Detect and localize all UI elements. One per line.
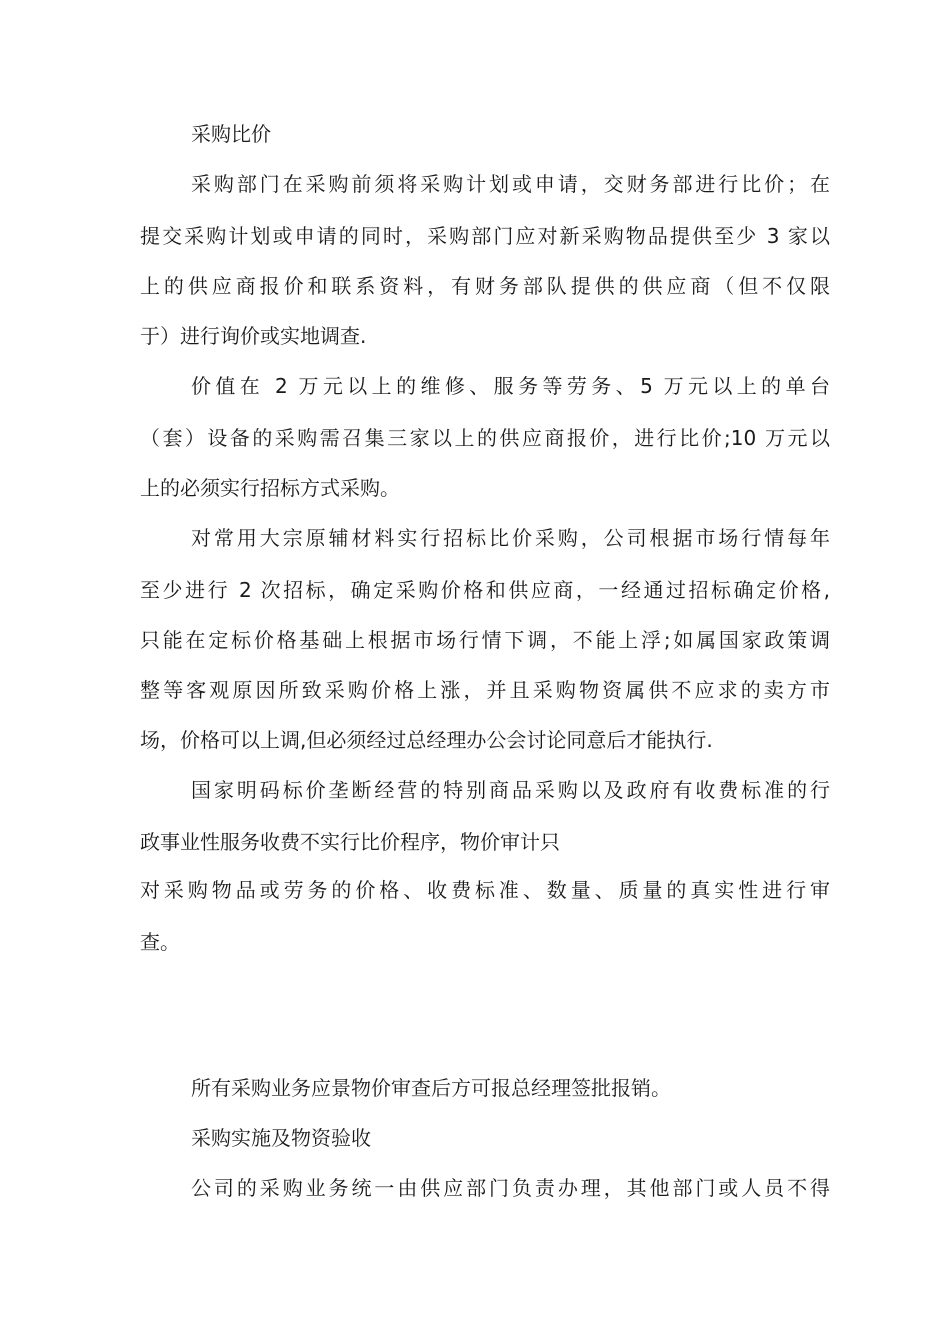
- paragraph-4-line-3: 对采购物品或劳务的价格、收费标准、数量、质量的真实性进行审: [140, 878, 830, 902]
- paragraph-4-line-1: 国家明码标价垄断经营的特别商品采购以及政府有收费标准的行: [191, 778, 830, 802]
- paragraph-2-line-1: 价值在 2 万元以上的维修、服务等劳务、5 万元以上的单台: [191, 374, 830, 398]
- paragraph-1-line-1: 采购部门在采购前须将采购计划或申请，交财务部进行比价；在: [191, 172, 830, 196]
- paragraph-2-line-3: 上的必须实行招标方式采购。: [140, 476, 400, 500]
- paragraph-3-line-2: 至少进行 2 次招标，确定采购价格和供应商，一经通过招标确定价格,: [140, 578, 830, 602]
- section-heading-implementation: 采购实施及物资验收: [191, 1126, 371, 1150]
- paragraph-1-line-3: 上的供应商报价和联系资料，有财务部队提供的供应商（但不仅限: [140, 274, 830, 298]
- paragraph-3-line-1: 对常用大宗原辅材料实行招标比价采购，公司根据市场行情每年: [191, 526, 830, 550]
- paragraph-6-line-1: 公司的采购业务统一由供应部门负责办理，其他部门或人员不得: [191, 1176, 830, 1200]
- paragraph-1-line-2: 提交采购计划或申请的同时，采购部门应对新采购物品提供至少 3 家以: [140, 224, 830, 248]
- paragraph-4-line-4: 查。: [140, 930, 180, 954]
- section-heading-price-compare: 采购比价: [191, 122, 271, 146]
- paragraph-3-line-5: 场，价格可以上调,但必须经过总经理办公会讨论同意后才能执行.: [140, 728, 713, 752]
- paragraph-1-line-4: 于）进行询价或实地调查.: [140, 324, 367, 348]
- paragraph-3-line-3: 只能在定标价格基础上根据市场行情下调，不能上浮;如属国家政策调: [140, 628, 830, 652]
- paragraph-3-line-4: 整等客观原因所致采购价格上涨，并且采购物资属供不应求的卖方市: [140, 678, 830, 702]
- paragraph-5: 所有采购业务应景物价审查后方可报总经理签批报销。: [191, 1076, 671, 1100]
- paragraph-2-line-2: （套）设备的采购需召集三家以上的供应商报价，进行比价;10 万元以: [140, 426, 830, 450]
- paragraph-4-line-2: 政事业性服务收费不实行比价程序，物价审计只: [140, 830, 560, 854]
